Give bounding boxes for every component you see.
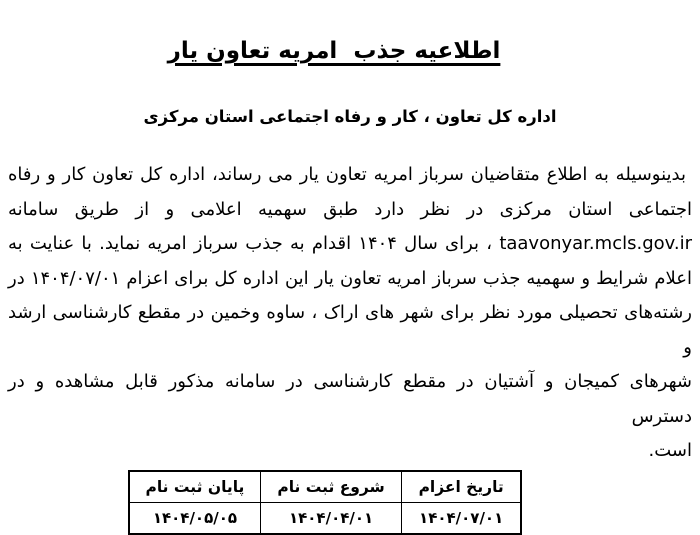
paragraph-line: اجتماعی استان مرکزی در نظر دارد طبق سهمیه اعلامی و از طریق سامانه [8, 198, 692, 220]
paragraph-line: شهرهای کمیجان و آشتیان در مقطع کارشناسی در سامانه مذکور قابل مشاهده و در دسترس [8, 371, 692, 427]
table-header-row [129, 471, 521, 503]
paragraph-line: رشته‌های تحصیلی مورد نظر برای شهر های اراک ، ساوه وخمین در مقطع کارشناسی ارشد و [8, 302, 692, 358]
paragraph-line: بدینوسیله به اطلاع متقاضیان سرباز امریه تعاون یار می رساند، اداره کل تعاون کار و رفاه [8, 164, 686, 185]
table-cell-registration-end: ۱۴۰۴/۰۵/۰۵ [129, 502, 260, 534]
table-header-registration-end: پایان ثبت نام [129, 471, 260, 503]
paragraph-line: اعلام شرایط و سهمیه جذب سرباز امریه تعاون یار این اداره کل برای اعزام ۱۴۰۴/۰۷/۰۱ در [8, 267, 692, 289]
paragraph-line-with-website-url: taavonyar.mcls.gov.ir ، برای سال ۱۴۰۴ اقدام به جذب سرباز امریه نماید. با عنایت به [8, 233, 693, 254]
table-cell-registration-start: ۱۴۰۴/۰۴/۰۱ [260, 502, 401, 534]
document-subtitle: اداره کل تعاون ، کار و رفاه اجتماعی استان مرکزی [143, 107, 557, 126]
document-title-text: اطلاعیه جذب امریه تعاون یار [167, 38, 501, 64]
paragraph-line: است. [648, 440, 692, 461]
announcement-paragraph [8, 158, 692, 469]
table-header-dispatch-date: تاریخ اعزام [402, 471, 521, 503]
document-title [8, 6, 692, 96]
registration-dates-table [128, 470, 522, 535]
table-header-registration-start: شروع ثبت نام [260, 471, 401, 503]
table-cell-dispatch-date: ۱۴۰۴/۰۷/۰۱ [402, 502, 521, 534]
table-row [129, 502, 521, 534]
